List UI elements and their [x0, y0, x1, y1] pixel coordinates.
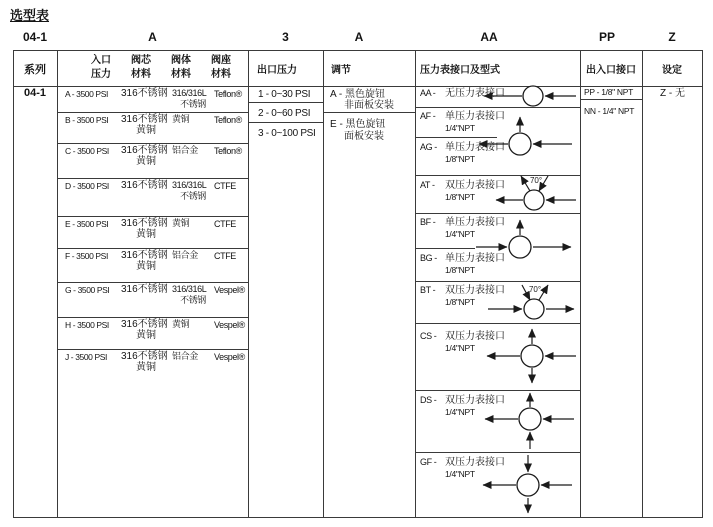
- header-core-l1: 阀芯: [131, 55, 151, 66]
- body-l1: 316/316L: [172, 180, 207, 190]
- inlet-pressure: E - 3500 PSI: [65, 219, 109, 229]
- gauge-label-text: 单压力表接口: [445, 253, 505, 264]
- body-l2: 不锈钢: [180, 191, 206, 201]
- divider-line: [580, 99, 642, 100]
- gauge-thread-size: 1/8"NPT: [445, 154, 475, 164]
- core-material: [121, 351, 171, 373]
- inlet-pressure: J - 3500 PSI: [65, 352, 107, 362]
- gauge-code: AG -: [420, 142, 437, 152]
- body-l1: 黄铜: [172, 319, 190, 329]
- header-body-l1: 阀体: [171, 55, 191, 66]
- core-l1: 316不锈钢: [121, 250, 168, 261]
- core-l2: 黄铜: [136, 330, 156, 341]
- divider-line: [323, 112, 415, 113]
- core-material: [121, 284, 171, 295]
- port-option-nn: NN - 1/4" NPT: [584, 106, 635, 116]
- core-l1: 316不锈钢: [121, 218, 168, 229]
- material-row-b: [57, 112, 248, 143]
- port-option-pp: PP - 1/8" NPT: [584, 87, 634, 97]
- adjust-option-e-l1: E - 黑色旋钮: [330, 119, 386, 130]
- body-material: [172, 180, 214, 202]
- header-seat-l2: 材料: [211, 69, 231, 80]
- header-core-l2: 材料: [131, 69, 151, 80]
- gauge-thread-size: 1/4"NPT: [445, 343, 475, 353]
- gauge-label-text: 双压力表接口: [445, 395, 505, 406]
- body-material: [172, 218, 214, 229]
- header-gauge: 压力表接口及型式: [420, 65, 500, 76]
- code-outlet: 3: [282, 30, 289, 44]
- adjust-option-a-l1: A - 黑色旋钮: [330, 89, 386, 100]
- core-l1: 316不锈钢: [121, 351, 168, 362]
- flow-diagram-cs-icon: [482, 325, 578, 387]
- inlet-pressure: F - 3500 PSI: [65, 251, 108, 261]
- divider-line: [415, 323, 580, 324]
- body-material: [172, 145, 214, 156]
- body-l1: 铝合金: [172, 145, 198, 155]
- page-title: 选型表: [10, 8, 50, 23]
- body-l1: 316/316L: [172, 88, 207, 98]
- code-adjust: A: [354, 30, 364, 44]
- divider-line: [323, 50, 324, 517]
- body-l1: 铝合金: [172, 351, 198, 361]
- body-l1: 316/316L: [172, 284, 207, 294]
- code-setting: Z: [668, 30, 676, 44]
- seat-material: Vespel®: [214, 352, 245, 362]
- gauge-thread-size: 1/8"NPT: [445, 297, 475, 307]
- core-material: [121, 218, 171, 240]
- code-ports: PP: [598, 30, 615, 44]
- gauge-thread-size: 1/4"NPT: [445, 469, 475, 479]
- material-row-c: [57, 143, 248, 178]
- gauge-code: AF -: [420, 111, 436, 121]
- code-gauge: AA: [480, 30, 498, 44]
- material-row-d: [57, 178, 248, 216]
- header-adjust: 调节: [331, 65, 351, 76]
- gauge-code: AT -: [420, 180, 435, 190]
- material-row-g: [57, 282, 248, 317]
- body-l1: 黄铜: [172, 114, 190, 124]
- inlet-pressure: A - 3500 PSI: [65, 89, 108, 99]
- outlet-option-2: 2 - 0~60 PSI: [258, 108, 311, 119]
- angle-label: 70°: [529, 176, 543, 185]
- body-l2: 不锈钢: [180, 99, 206, 109]
- header-body-l2: 材料: [171, 69, 191, 80]
- gauge-label-text: 无压力表接口: [445, 88, 505, 99]
- gauge-code: CS -: [420, 331, 437, 341]
- gauge-label-text: 单压力表接口: [445, 217, 505, 228]
- seat-material: Vespel®: [214, 320, 245, 330]
- gauge-code: BT -: [420, 285, 436, 295]
- divider-line: [642, 50, 643, 517]
- seat-material: CTFE: [214, 251, 236, 261]
- core-material: [121, 145, 171, 167]
- material-row-h: [57, 317, 248, 349]
- gauge-thread-size: 1/4"NPT: [445, 407, 475, 417]
- body-material: [172, 351, 214, 362]
- seat-material: CTFE: [214, 219, 236, 229]
- gauge-label-text: 单压力表接口: [445, 142, 505, 153]
- flow-diagram-at-icon: [490, 172, 578, 214]
- gauge-code: BF -: [420, 217, 436, 227]
- gauge-label-text: 双压力表接口: [445, 457, 505, 468]
- gauge-thread-size: 1/8"NPT: [445, 265, 475, 275]
- gauge-code: AA -: [420, 88, 436, 98]
- divider-line: [248, 50, 249, 517]
- header-outlet: 出口压力: [257, 65, 297, 76]
- adjust-option-a-l2: 非面板安装: [344, 100, 394, 111]
- flow-diagram-aa-icon: [476, 84, 578, 108]
- core-material: [121, 319, 171, 341]
- partial-divider-line: [415, 248, 475, 249]
- body-l1: 铝合金: [172, 250, 198, 260]
- header-setting: 设定: [662, 65, 682, 76]
- seat-material: CTFE: [214, 181, 236, 191]
- core-l1: 316不锈钢: [121, 114, 168, 125]
- core-l1: 316不锈钢: [121, 145, 168, 156]
- material-row-j: [57, 349, 248, 385]
- flow-diagram-ds-icon: [480, 390, 576, 452]
- gauge-label-text: 双压力表接口: [445, 180, 505, 191]
- flow-diagram-bf-bg-icon: [474, 215, 574, 263]
- header-inlet-l2: 压力: [91, 69, 111, 80]
- angle-label: 70°: [528, 285, 542, 294]
- divider-line: [248, 122, 323, 123]
- header-series: 系列: [24, 64, 46, 76]
- body-l1: 黄铜: [172, 218, 190, 228]
- gauge-code: BG -: [420, 253, 437, 263]
- flow-diagram-af-ag-icon: [474, 112, 574, 160]
- core-l1: 316不锈钢: [121, 180, 168, 191]
- material-row-a: [57, 86, 248, 112]
- core-l2: 黄铜: [136, 362, 156, 373]
- body-material: [172, 284, 214, 306]
- gauge-label-text: 单压力表接口: [445, 111, 505, 122]
- series-value: 04-1: [23, 87, 47, 99]
- divider-line: [248, 102, 323, 103]
- code-materials: A: [148, 30, 157, 44]
- core-l2: 黄铜: [136, 229, 156, 240]
- body-material: [172, 114, 214, 125]
- gauge-label-text: 双压力表接口: [445, 331, 505, 342]
- header-ports: 出入口接口: [586, 65, 636, 76]
- core-l2: 黄铜: [136, 261, 156, 272]
- outlet-option-1: 1 - 0~30 PSI: [258, 89, 311, 100]
- core-l2: 黄铜: [136, 156, 156, 167]
- gauge-code: GF -: [420, 457, 437, 467]
- divider-line: [415, 50, 416, 517]
- seat-material: Vespel®: [214, 285, 245, 295]
- code-series: 04-1: [22, 30, 48, 44]
- body-material: [172, 319, 214, 330]
- material-row-f: [57, 248, 248, 282]
- core-material: [121, 250, 171, 272]
- gauge-code: DS -: [420, 395, 437, 405]
- core-l2: 黄铜: [136, 125, 156, 136]
- flow-diagram-gf-icon: [478, 452, 574, 516]
- core-material: [121, 88, 171, 99]
- inlet-pressure: C - 3500 PSI: [65, 146, 109, 156]
- adjust-option-e-l2: 面板安装: [344, 131, 384, 142]
- body-material: [172, 250, 214, 261]
- divider-line: [580, 50, 581, 517]
- material-row-e: [57, 216, 248, 248]
- core-material: [121, 114, 171, 136]
- seat-material: Teflon®: [214, 146, 242, 156]
- gauge-label-text: 双压力表接口: [445, 285, 505, 296]
- gauge-thread-size: 1/8"NPT: [445, 192, 475, 202]
- header-inlet-l1: 入口: [91, 55, 111, 66]
- body-material: [172, 88, 214, 110]
- inlet-pressure: H - 3500 PSI: [65, 320, 109, 330]
- gauge-thread-size: 1/4"NPT: [445, 229, 475, 239]
- setting-value: Z - 无: [660, 88, 685, 99]
- core-l1: 316不锈钢: [121, 88, 168, 99]
- seat-material: Teflon®: [214, 89, 242, 99]
- inlet-pressure: D - 3500 PSI: [65, 181, 109, 191]
- seat-material: Teflon®: [214, 115, 242, 125]
- core-l1: 316不锈钢: [121, 284, 168, 295]
- gauge-thread-size: 1/4"NPT: [445, 123, 475, 133]
- header-seat-l1: 阀座: [211, 55, 231, 66]
- core-material: [121, 180, 171, 191]
- flow-diagram-bt-icon: [486, 281, 576, 323]
- inlet-pressure: G - 3500 PSI: [65, 285, 110, 295]
- inlet-pressure: B - 3500 PSI: [65, 115, 109, 125]
- body-l2: 不锈钢: [180, 295, 206, 305]
- outlet-option-3: 3 - 0~100 PSI: [258, 128, 316, 139]
- header-seat: [196, 54, 246, 82]
- core-l1: 316不锈钢: [121, 319, 168, 330]
